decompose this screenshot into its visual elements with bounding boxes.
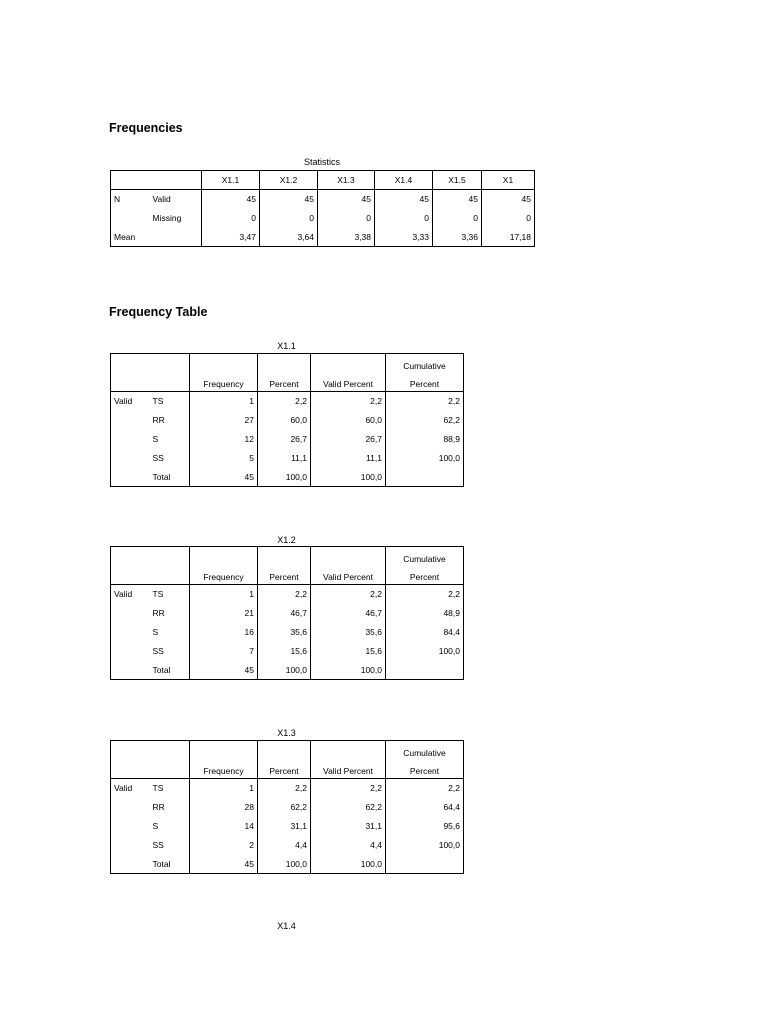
frequency-cell: 45 (190, 468, 258, 487)
percent-header-blank (258, 547, 311, 566)
valid-percent-cell: 26,7 (311, 430, 386, 449)
frequency-cell: 27 (190, 411, 258, 430)
cumulative-percent-cell: 100,0 (386, 836, 464, 855)
category-label: SS (152, 645, 164, 656)
category-label: S (152, 820, 159, 831)
category-label: Total (152, 664, 171, 675)
valid-percent-cell: 100,0 (311, 661, 386, 680)
frequency-header-blank (190, 741, 258, 760)
frequency-table-caption: X1.3 (277, 728, 296, 738)
cumulative-percent-cell: 100,0 (386, 449, 464, 468)
percent-cell: 100,0 (258, 661, 311, 680)
category-label: TS (150, 392, 190, 411)
statistics-cell: 3,38 (318, 228, 375, 247)
cumulative-header-line1: Cumulative (386, 741, 464, 760)
frequency-header-blank (190, 547, 258, 566)
percent-cell: 31,1 (258, 817, 311, 836)
cumulative-header-line2: Percent (386, 566, 464, 585)
cumulative-percent-cell: 62,2 (386, 411, 464, 430)
statistics-row-sublabel (150, 228, 202, 247)
statistics-cell: 3,33 (375, 228, 433, 247)
frequency-table (110, 546, 464, 680)
statistics-caption: Statistics (303, 157, 340, 167)
valid-percent-header-blank (311, 547, 386, 566)
cumulative-header-line1: Cumulative (386, 354, 464, 373)
next-table-caption: X1.4 (277, 921, 296, 931)
frequency-cell: 7 (190, 642, 258, 661)
cumulative-percent-cell: 84,4 (386, 623, 464, 642)
statistics-row-mean (111, 228, 535, 247)
statistics-col-header: X1.3 (318, 171, 375, 190)
group-label (111, 836, 150, 855)
frequency-corner (111, 741, 190, 779)
valid-percent-header: Valid Percent (311, 566, 386, 585)
category-label: TS (150, 779, 190, 798)
statistics-col-header: X1.2 (260, 171, 318, 190)
statistics-cell: 45 (375, 190, 433, 209)
statistics-row-sublabel: Valid (150, 190, 202, 209)
group-label (111, 430, 150, 449)
group-label: Valid (111, 779, 150, 798)
cumulative-header-line2: Percent (386, 760, 464, 779)
category-label: RR (152, 414, 165, 425)
frequency-cell: 45 (190, 661, 258, 680)
frequency-cell: 14 (190, 817, 258, 836)
category-label: SS (152, 839, 164, 850)
cumulative-percent-cell (386, 855, 464, 874)
percent-header: Percent (258, 373, 311, 392)
cumulative-percent-cell: 2,2 (386, 392, 464, 411)
valid-percent-cell: 31,1 (311, 817, 386, 836)
category-label: RR (152, 801, 165, 812)
valid-percent-cell: 11,1 (311, 449, 386, 468)
frequency-header-row (111, 547, 464, 566)
valid-percent-cell: 2,2 (311, 585, 386, 604)
valid-percent-cell: 15,6 (311, 642, 386, 661)
statistics-cell: 17,18 (482, 228, 535, 247)
category-label: S (152, 626, 159, 637)
valid-percent-cell: 100,0 (311, 468, 386, 487)
category-label: Total (152, 858, 171, 869)
group-label (111, 411, 150, 430)
category-label: TS (150, 585, 190, 604)
frequency-row (111, 661, 464, 680)
frequency-header: Frequency (190, 373, 258, 392)
frequency-cell: 1 (190, 779, 258, 798)
frequency-cell: 1 (190, 585, 258, 604)
frequency-row (111, 855, 464, 874)
statistics-row-valid (111, 190, 535, 209)
statistics-row-missing (111, 209, 535, 228)
statistics-cell: 0 (318, 209, 375, 228)
statistics-cell: 45 (202, 190, 260, 209)
frequency-table (110, 740, 464, 874)
statistics-row-sublabel: Missing (152, 212, 182, 223)
frequency-row (111, 779, 464, 798)
category-label: Total (152, 471, 171, 482)
frequency-header: Frequency (190, 566, 258, 585)
statistics-row-label: Mean (114, 231, 136, 242)
percent-header-blank (258, 354, 311, 373)
frequency-cell: 5 (190, 449, 258, 468)
statistics-cell: 45 (318, 190, 375, 209)
valid-percent-cell: 46,7 (311, 604, 386, 623)
valid-percent-cell: 2,2 (311, 392, 386, 411)
cumulative-percent-cell: 64,4 (386, 798, 464, 817)
frequency-row (111, 623, 464, 642)
statistics-table (110, 170, 535, 247)
frequency-header-row (111, 354, 464, 373)
frequency-row (111, 798, 464, 817)
group-label (111, 468, 150, 487)
percent-cell: 100,0 (258, 468, 311, 487)
frequency-row (111, 430, 464, 449)
percent-cell: 62,2 (258, 798, 311, 817)
percent-cell: 11,1 (258, 449, 311, 468)
statistics-header-row (111, 171, 535, 190)
group-label (111, 798, 150, 817)
cumulative-percent-cell: 100,0 (386, 642, 464, 661)
cumulative-percent-cell: 2,2 (386, 779, 464, 798)
statistics-cell: 0 (202, 209, 260, 228)
percent-cell: 60,0 (258, 411, 311, 430)
valid-percent-cell: 2,2 (311, 779, 386, 798)
percent-cell: 46,7 (258, 604, 311, 623)
frequency-row (111, 642, 464, 661)
statistics-cell: 3,64 (260, 228, 318, 247)
statistics-cell: 0 (260, 209, 318, 228)
frequency-table (110, 353, 464, 487)
group-label (111, 623, 150, 642)
frequency-header-blank (190, 354, 258, 373)
percent-cell: 4,4 (258, 836, 311, 855)
group-label: Valid (111, 585, 150, 604)
cumulative-percent-cell: 48,9 (386, 604, 464, 623)
statistics-cell: 45 (482, 190, 535, 209)
frequency-cell: 28 (190, 798, 258, 817)
cumulative-percent-cell (386, 661, 464, 680)
frequencies-heading: Frequencies (109, 121, 183, 135)
group-label (111, 817, 150, 836)
statistics-col-header: X1.1 (202, 171, 260, 190)
valid-percent-header-blank (311, 741, 386, 760)
valid-percent-header: Valid Percent (311, 373, 386, 392)
cumulative-header-line2: Percent (386, 373, 464, 392)
group-label: Valid (111, 392, 150, 411)
statistics-col-header: X1.4 (375, 171, 433, 190)
category-label: S (152, 433, 159, 444)
statistics-cell: 3,36 (433, 228, 482, 247)
valid-percent-cell: 4,4 (311, 836, 386, 855)
percent-cell: 2,2 (258, 585, 311, 604)
frequency-row (111, 817, 464, 836)
percent-cell: 26,7 (258, 430, 311, 449)
frequency-cell: 45 (190, 855, 258, 874)
cumulative-percent-cell: 95,6 (386, 817, 464, 836)
frequency-cell: 21 (190, 604, 258, 623)
frequency-row (111, 411, 464, 430)
cumulative-percent-cell: 88,9 (386, 430, 464, 449)
statistics-cell: 0 (433, 209, 482, 228)
frequency-cell: 2 (190, 836, 258, 855)
statistics-col-header: X1 (482, 171, 535, 190)
frequency-header: Frequency (190, 760, 258, 779)
group-label (111, 855, 150, 874)
group-label (111, 661, 150, 680)
frequency-cell: 1 (190, 392, 258, 411)
percent-cell: 2,2 (258, 779, 311, 798)
cumulative-header-line1: Cumulative (386, 547, 464, 566)
group-label (111, 449, 150, 468)
percent-cell: 15,6 (258, 642, 311, 661)
valid-percent-cell: 60,0 (311, 411, 386, 430)
statistics-row-label: N (111, 190, 150, 209)
frequency-row (111, 604, 464, 623)
cumulative-percent-cell: 2,2 (386, 585, 464, 604)
frequency-corner (111, 547, 190, 585)
frequency-corner (111, 354, 190, 392)
group-label (111, 642, 150, 661)
percent-header: Percent (258, 760, 311, 779)
statistics-cell: 0 (375, 209, 433, 228)
statistics-cell: 45 (433, 190, 482, 209)
statistics-cell: 3,47 (202, 228, 260, 247)
statistics-cell: 0 (482, 209, 535, 228)
valid-percent-cell: 100,0 (311, 855, 386, 874)
statistics-row-label (111, 209, 150, 228)
frequency-table-heading: Frequency Table (109, 305, 208, 319)
frequency-row (111, 468, 464, 487)
group-label (111, 604, 150, 623)
valid-percent-header: Valid Percent (311, 760, 386, 779)
valid-percent-cell: 62,2 (311, 798, 386, 817)
cumulative-percent-cell (386, 468, 464, 487)
percent-header-blank (258, 741, 311, 760)
frequency-row (111, 392, 464, 411)
statistics-corner (111, 171, 202, 190)
valid-percent-cell: 35,6 (311, 623, 386, 642)
percent-cell: 35,6 (258, 623, 311, 642)
frequency-table-caption: X1.1 (277, 341, 296, 351)
category-label: SS (152, 452, 164, 463)
statistics-col-header: X1.5 (433, 171, 482, 190)
statistics-cell: 45 (260, 190, 318, 209)
frequency-row (111, 585, 464, 604)
valid-percent-header-blank (311, 354, 386, 373)
percent-cell: 100,0 (258, 855, 311, 874)
frequency-cell: 12 (190, 430, 258, 449)
percent-header: Percent (258, 566, 311, 585)
category-label: RR (152, 607, 165, 618)
frequency-table-caption: X1.2 (277, 535, 296, 545)
percent-cell: 2,2 (258, 392, 311, 411)
frequency-row (111, 449, 464, 468)
frequency-cell: 16 (190, 623, 258, 642)
frequency-header-row (111, 741, 464, 760)
frequency-row (111, 836, 464, 855)
